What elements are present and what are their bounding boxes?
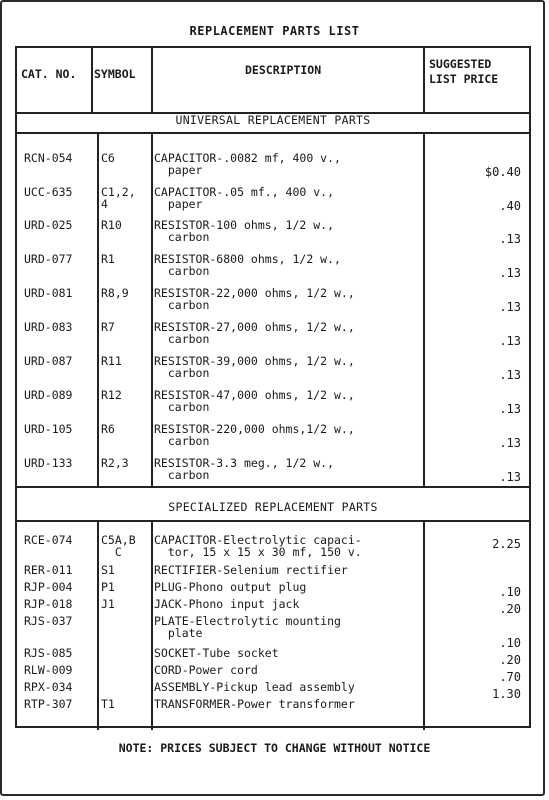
cat-no-cell: URD-105	[24, 422, 73, 436]
price-cell: .13	[499, 402, 521, 416]
price-cell: .40	[499, 199, 521, 213]
cat-no-cell: RER-011	[24, 563, 73, 577]
description-cell: JACK-Phono input jack	[154, 597, 300, 611]
cat-no-cell: RTP-307	[24, 697, 73, 711]
price-cell: 2.25	[492, 537, 521, 551]
cat-no-cell: URD-089	[24, 388, 73, 402]
symbol-cell: R7	[101, 320, 115, 334]
header-symbol: SYMBOL	[94, 67, 136, 81]
description-cell: RESISTOR-3.3 meg., 1/2 w., carbon	[154, 456, 335, 482]
cat-no-cell: RJS-085	[24, 646, 73, 660]
cat-no-cell: RCN-054	[24, 151, 73, 165]
section-title-universal: UNIVERSAL REPLACEMENT PARTS	[175, 113, 371, 127]
price-cell: .13	[499, 232, 521, 246]
header-cat-no: CAT. NO.	[21, 67, 77, 81]
cat-no-cell: URD-133	[24, 456, 73, 470]
symbol-cell: R2,3	[101, 456, 129, 470]
symbol-cell: P1	[101, 580, 115, 594]
price-cell: .10	[499, 636, 521, 650]
cat-no-cell: URD-087	[24, 354, 73, 368]
cat-no-cell: RJS-037	[24, 614, 73, 628]
symbol-cell: C5A,B C	[101, 533, 136, 559]
parts-table	[15, 46, 531, 728]
symbol-cell: R10	[101, 218, 122, 232]
header-price-line2: LIST PRICE	[429, 72, 499, 86]
symbol-cell: C6	[101, 151, 115, 165]
description-cell: RESISTOR-100 ohms, 1/2 w., carbon	[154, 218, 335, 244]
col-divider	[151, 48, 153, 112]
symbol-cell: R6	[101, 422, 115, 436]
description-cell: RESISTOR-27,000 ohms, 1/2 w., carbon	[154, 320, 355, 346]
col-divider	[423, 520, 425, 730]
description-cell: SOCKET-Tube socket	[154, 646, 279, 660]
description-cell: ASSEMBLY-Pickup lead assembly	[154, 680, 355, 694]
description-cell: RESISTOR-39,000 ohms, 1/2 w., carbon	[154, 354, 355, 380]
price-cell: .20	[499, 653, 521, 667]
cat-no-cell: RCE-074	[24, 533, 73, 547]
section-divider	[17, 486, 529, 488]
price-cell: .13	[499, 334, 521, 348]
symbol-cell: R1	[101, 252, 115, 266]
price-cell: .13	[499, 266, 521, 280]
price-cell: .13	[499, 368, 521, 382]
price-cell: .20	[499, 602, 521, 616]
cat-no-cell: URD-081	[24, 286, 73, 300]
col-divider	[151, 520, 153, 730]
price-cell: .10	[499, 585, 521, 599]
description-cell: RECTIFIER-Selenium rectifier	[154, 563, 348, 577]
description-cell: RESISTOR-220,000 ohms,1/2 w., carbon	[154, 422, 355, 448]
description-cell: PLUG-Phono output plug	[154, 580, 307, 594]
cat-no-cell: URD-077	[24, 252, 73, 266]
header-description: DESCRIPTION	[245, 63, 322, 77]
page-title: REPLACEMENT PARTS LIST	[189, 24, 360, 38]
symbol-cell: C1,2, 4	[101, 185, 136, 211]
col-divider	[423, 132, 425, 486]
section-divider	[17, 520, 529, 522]
description-cell: CAPACITOR-.05 mf., 400 v., paper	[154, 185, 335, 211]
description-cell: CORD-Power cord	[154, 663, 258, 677]
symbol-cell: R8,9	[101, 286, 129, 300]
description-cell: RESISTOR-6800 ohms, 1/2 w., carbon	[154, 252, 341, 278]
price-cell: $0.40	[484, 165, 521, 179]
cat-no-cell: UCC-635	[24, 185, 73, 199]
cat-no-cell: RPX-034	[24, 680, 73, 694]
col-divider	[91, 48, 93, 112]
description-cell: RESISTOR-22,000 ohms, 1/2 w., carbon	[154, 286, 355, 312]
description-cell: RESISTOR-47,000 ohms, 1/2 w., carbon	[154, 388, 355, 414]
symbol-cell: R12	[101, 388, 122, 402]
cat-no-cell: URD-025	[24, 218, 73, 232]
price-cell: .70	[499, 670, 521, 684]
symbol-cell: J1	[101, 597, 115, 611]
col-divider	[423, 48, 425, 112]
cat-no-cell: RJP-018	[24, 597, 73, 611]
cat-no-cell: URD-083	[24, 320, 73, 334]
col-divider	[97, 520, 99, 730]
symbol-cell: S1	[101, 563, 115, 577]
price-cell: 1.30	[492, 687, 521, 701]
symbol-cell: T1	[101, 697, 115, 711]
symbol-cell: R11	[101, 354, 122, 368]
cat-no-cell: RLW-009	[24, 663, 73, 677]
section-divider	[17, 132, 529, 134]
price-cell: .13	[499, 300, 521, 314]
section-title-specialized: SPECIALIZED REPLACEMENT PARTS	[168, 500, 378, 514]
description-cell: CAPACITOR-Electrolytic capaci- tor, 15 x 15 x 30 mf, 150 v.	[154, 533, 362, 559]
price-cell: .13	[499, 436, 521, 450]
description-cell: TRANSFORMER-Power transformer	[154, 697, 355, 711]
price-note: NOTE: PRICES SUBJECT TO CHANGE WITHOUT NOTICE	[118, 741, 431, 755]
col-divider	[151, 132, 153, 486]
cat-no-cell: RJP-004	[24, 580, 73, 594]
col-divider	[97, 132, 99, 486]
price-cell: .13	[499, 470, 521, 484]
description-cell: CAPACITOR-.0082 mf, 400 v., paper	[154, 151, 341, 177]
header-price-line1: SUGGESTED	[429, 57, 492, 71]
description-cell: PLATE-Electrolytic mounting plate	[154, 614, 341, 640]
